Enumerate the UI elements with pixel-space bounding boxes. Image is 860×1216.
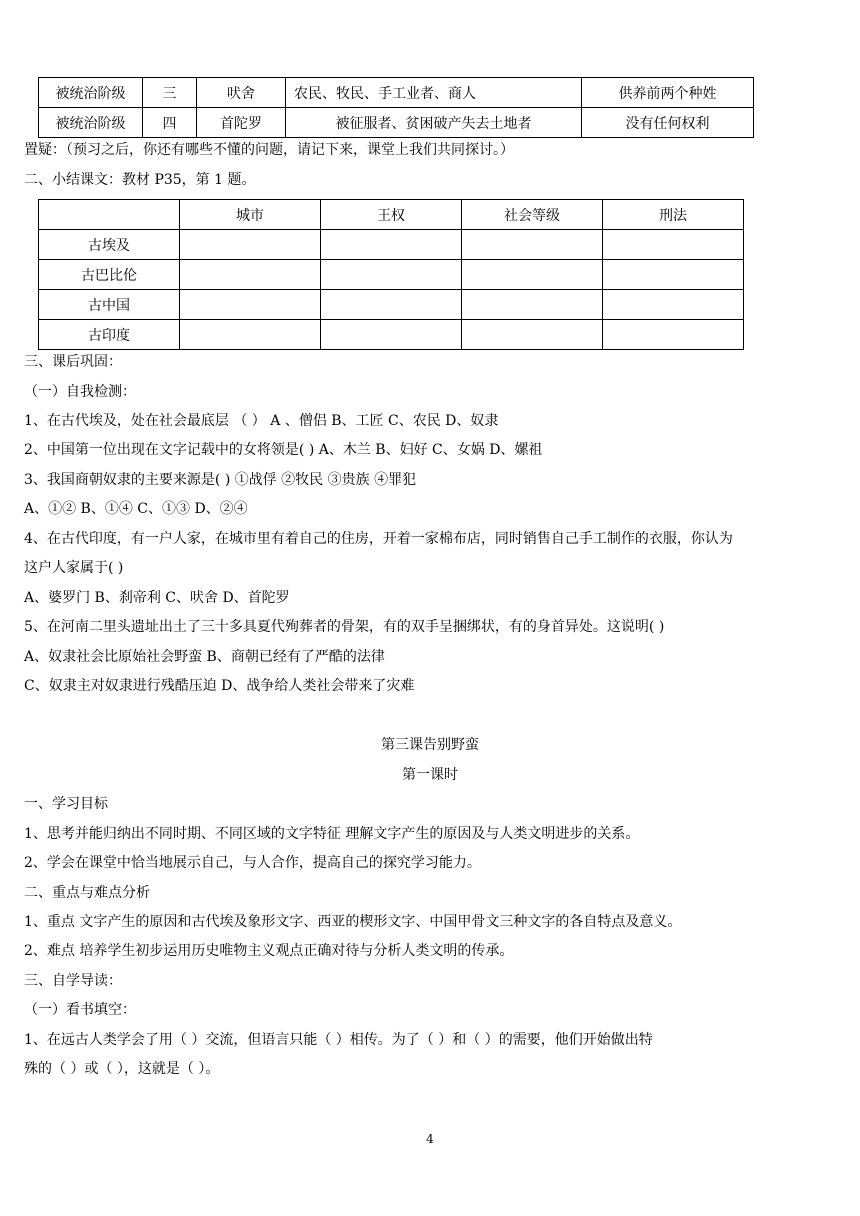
table-cell: 农民、牧民、手工业者、商人 [286, 78, 582, 108]
fill-heading: （一）看书填空： [24, 1002, 136, 1018]
table-cell [180, 290, 321, 320]
table-cell [462, 290, 603, 320]
lesson-title: 第三课告别野蛮 [381, 737, 479, 753]
table-header: 刑法 [603, 200, 744, 230]
self-test-heading: （一）自我检测： [24, 384, 136, 400]
table-row [39, 78, 754, 108]
goal-2: 2、学会在课堂中恰当地展示自己，与人合作，提高自己的探究学习能力。 [24, 855, 481, 871]
key-point-1: 1、重点 文字产生的原因和古代埃及象形文字、西亚的楔形文字、中国甲骨文三种文字的各自特点及意义。 [24, 914, 682, 930]
question-5-options-2: C、奴隶主对奴隶进行残酷压迫 D、战争给人类社会带来了灾难 [24, 678, 415, 694]
table-row [39, 320, 744, 350]
question-4-line-1: 4、在古代印度，有一户人家，在城市里有着自己的住房，开着一家棉布店，同时销售自己手工制作的衣服，你认为 [24, 531, 733, 547]
table-cell: 古埃及 [39, 230, 180, 260]
table-cell: 被统治阶级 [39, 108, 143, 138]
summary-heading: 二、小结课文：教材 P35，第 1 题。 [24, 172, 256, 188]
table-cell: 供养前两个种姓 [582, 78, 754, 108]
table-cell [603, 320, 744, 350]
table-cell [462, 320, 603, 350]
table-header [39, 200, 180, 230]
table-cell [180, 260, 321, 290]
page-number: 4 [426, 1132, 434, 1146]
lesson-subtitle: 第一课时 [402, 767, 458, 783]
table-cell [321, 230, 462, 260]
table-row [39, 260, 744, 290]
table-cell [603, 290, 744, 320]
table-cell [321, 290, 462, 320]
table-header: 王权 [321, 200, 462, 230]
question-5-options-1: A、奴隶社会比原始社会野蛮 B、商朝已经有了严酷的法律 [24, 649, 385, 665]
table-cell: 没有任何权利 [582, 108, 754, 138]
question-4-line-2: 这户人家属于( ) [24, 560, 124, 576]
question-1: 1、在古代埃及，处在社会最底层 （ ） A 、僧侣 B、工匠 C、农民 D、奴隶 [24, 413, 499, 429]
table-cell [603, 230, 744, 260]
table-header: 社会等级 [462, 200, 603, 230]
table-cell: 四 [143, 108, 197, 138]
table-row [39, 108, 754, 138]
table-cell [603, 260, 744, 290]
question-3-options: A、①② B、①④ C、①③ D、②④ [24, 501, 248, 517]
question-2: 2、中国第一位出现在文字记载中的女将领是( ) A、木兰 B、妇好 C、女娲 D、嫘祖 [24, 442, 543, 458]
table-row [39, 230, 744, 260]
goal-1: 1、思考并能归纳出不同时期、不同区域的文字特征 理解文字产生的原因及与人类文明进步的关系。 [24, 826, 640, 842]
table-cell: 吠舍 [197, 78, 286, 108]
goals-heading: 一、学习目标 [24, 796, 108, 812]
fill-question-1-line-1: 1、在远古人类学会了用（ ）交流，但语言只能（ ）相传。为了（ ）和（ ）的需要，他们开始做出特 [24, 1032, 653, 1048]
table-cell [180, 230, 321, 260]
table-cell: 首陀罗 [197, 108, 286, 138]
fill-question-1-line-2: 殊的（ ）或（ ），这就是（ ）。 [24, 1061, 220, 1077]
guide-heading: 三、自学导读： [24, 973, 122, 989]
question-4-options: A、婆罗门 B、刹帝利 C、吠舍 D、首陀罗 [24, 590, 290, 606]
key-points-heading: 二、重点与难点分析 [24, 885, 150, 901]
table-cell: 古巴比伦 [39, 260, 180, 290]
table-cell [462, 260, 603, 290]
doubt-line: 置疑：（预习之后，你还有哪些不懂的问题，请记下来，课堂上我们共同探讨。） [24, 142, 514, 158]
table-cell [321, 260, 462, 290]
table-cell: 古中国 [39, 290, 180, 320]
summary-table [38, 199, 744, 350]
table-cell: 被统治阶级 [39, 78, 143, 108]
caste-table [38, 77, 754, 138]
consolidate-heading: 三、课后巩固： [24, 354, 122, 370]
table-row [39, 200, 744, 230]
question-5: 5、在河南二里头遗址出土了三十多具夏代殉葬者的骨架，有的双手呈捆绑状，有的身首异处。这说明( ) [24, 619, 665, 635]
table-cell [180, 320, 321, 350]
key-point-2: 2、难点 培养学生初步运用历史唯物主义观点正确对待与分析人类文明的传承。 [24, 943, 514, 959]
table-cell [462, 230, 603, 260]
table-cell: 被征服者、贫困破产失去土地者 [286, 108, 582, 138]
question-3: 3、我国商朝奴隶的主要来源是( ) ①战俘 ②牧民 ③贵族 ④罪犯 [24, 472, 417, 488]
table-cell [321, 320, 462, 350]
table-header: 城市 [180, 200, 321, 230]
table-row [39, 290, 744, 320]
table-cell: 三 [143, 78, 197, 108]
table-cell: 古印度 [39, 320, 180, 350]
